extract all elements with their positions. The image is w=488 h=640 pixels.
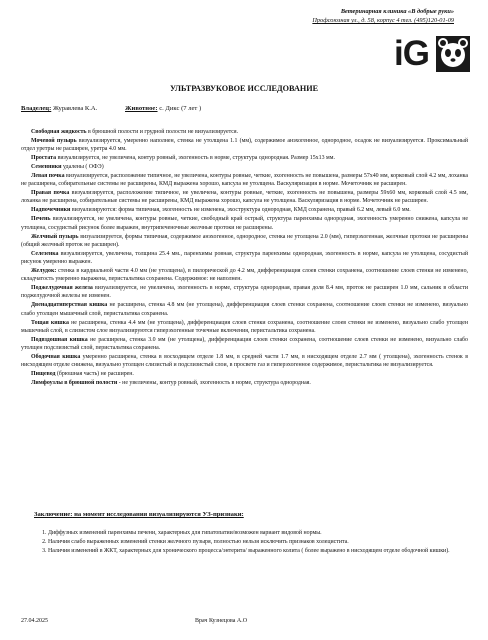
finding-term: Лимфоузлы в брюшной полости xyxy=(31,380,118,387)
finding-text: стенка в кардиальной части 4.0 мм (не утолщена), в пилорической до 4.2 мм, дифференциация слоев стенки сохранена, соотношение слоев стенки не изменено, складчатость умеренно выражена, перистальтика сохранена. Содержимое: не наполнен. xyxy=(21,267,468,283)
clinic-name: Ветеринарная клиника «В добрые руки» xyxy=(340,8,454,15)
finding-paragraph xyxy=(21,379,468,387)
finding-term: Пищевод xyxy=(31,371,56,378)
finding-text: не расширена, стенка 4.4 мм (не утолщена), дифференциация слоев стенки сохранена, соотношение слоев стенки не изменено, визуально слабо утолщен мышечный слой, в слизистом слое визуализируются гиперэхогенные точечные включения, перистальтика сохранена. xyxy=(21,319,468,334)
finding-term: Ободочная кишка xyxy=(31,354,81,361)
finding-term: Желчный пузырь xyxy=(31,233,79,240)
owner-value: Журавлева К.А. xyxy=(52,105,98,112)
owner-label: Владелец: xyxy=(21,105,52,112)
finding-paragraph xyxy=(21,319,468,336)
finding-text: визуализируется, увеличена, толщина 25.4 мм., паренхимы ровная, структура паренхимы однородная, эхогенность в норме, капсула не утолщена, сосудистый рисунок умеренно выражен. xyxy=(21,250,468,266)
finding-paragraph xyxy=(21,137,468,154)
finding-term: Правая почка xyxy=(31,190,70,197)
finding-paragraph xyxy=(21,336,468,353)
report-date: 27.04.2025 xyxy=(21,618,48,624)
conclusion-heading xyxy=(34,511,244,518)
animal-label: Животное: xyxy=(125,105,158,112)
finding-term: Свободная жидкость xyxy=(31,129,87,135)
finding-paragraph xyxy=(21,163,468,171)
finding-term: Тощая кишка xyxy=(31,319,69,326)
finding-text: визуализируется, формы типичная, содержимое анэхогенное, однородное, стенка не утолщена 2.0 (мм), гиперэхогенная, желчные протоки не расширены (общий желчный проток не расширен). xyxy=(21,233,468,248)
panda-icon xyxy=(436,36,470,72)
finding-term: Печень xyxy=(31,216,51,223)
finding-term: Мочевой пузырь xyxy=(31,137,77,144)
finding-paragraph xyxy=(21,267,468,284)
finding-paragraph xyxy=(21,233,468,250)
finding-paragraph xyxy=(21,353,468,370)
finding-paragraph xyxy=(21,172,468,189)
conclusion-label: Заключение: xyxy=(34,511,73,518)
conclusion-list xyxy=(34,529,478,555)
finding-paragraph xyxy=(21,215,468,232)
finding-term: Надпочечники xyxy=(31,207,71,214)
finding-text: визуализируется, расположение типичное, не увеличена, контуры ровные, четкие, эхогенность не повышена, размеры 59х60 мм, корковый слой 4.5 мм, лоханка не расширена, собирательные системы не расширены, КМД выражена хорошо, капсула не утолщена. Васкуляризация в норме. Мочеточник не расширен. xyxy=(21,190,468,205)
finding-paragraph xyxy=(21,370,468,378)
finding-text: визуализируется, не увеличена, контур ровный, эхогенность в норме, структура однородная. Размер 15х13 мм. xyxy=(56,155,335,162)
age-value: (7 лет ) xyxy=(181,105,202,112)
finding-paragraph xyxy=(21,301,468,318)
clinic-address: Профсоюзная ул., д. 58, корпус 4 тел. (495)120-01-09 xyxy=(312,17,454,24)
finding-paragraph xyxy=(21,250,468,267)
finding-text: визуализируются: форма типичная, эхогенность не изменена, эхоструктура однородная, КМД сохранена, правый 6.2 мм, левый 6.0 мм. xyxy=(70,207,411,214)
clinic-header xyxy=(312,7,454,25)
findings-section xyxy=(21,128,468,388)
finding-paragraph xyxy=(21,154,468,162)
conclusion-heading-text: на момент исследования визуализируются УЗ-признаки: xyxy=(72,511,244,518)
finding-term: Селезенка xyxy=(31,250,59,257)
report-title: УЛЬТРАЗВУКОВОЕ ИССЛЕДОВАНИЕ xyxy=(169,84,319,93)
finding-text: визуализируется, не увеличена, контуры ровные, четкие, свободный край острый, структура паренхимы однородная, эхогенность умеренно снижена, капсула не утолщена, сосудистый рисунок более выражен, внутрипеченочные желчные протоки не расширены. xyxy=(21,216,468,231)
finding-text: удалены ( ОФЭ) xyxy=(61,164,104,171)
finding-term: Левая почка xyxy=(31,172,65,179)
doctor-signature-line: Врач Кузнецова А.О xyxy=(195,618,248,624)
conclusion-item: 2. Наличия слабо выраженных изменений стенки желчного пузыря, полностью нельзя исключить признаков холецистита. xyxy=(48,538,478,546)
finding-term: Желудок: xyxy=(31,267,57,274)
finding-paragraph xyxy=(21,206,468,214)
finding-term: Двенадцатиперстная кишка xyxy=(31,302,108,309)
conclusion-item: 1. Диффузных изменений паренхимы печени, характерных для гипатопатии/возможен вариант видовой нормы. xyxy=(48,529,478,537)
finding-paragraph xyxy=(21,128,468,136)
finding-text: - не увеличены, контур ровный, эхогенность в норме, структура однородная. xyxy=(117,380,311,387)
finding-paragraph xyxy=(21,284,468,301)
finding-text: визуализируется, расположение типичное, не увеличена, контуры ровные, четкие, эхогенность не повышена, размеры 57х40 мм, корковый слой 4.2 мм, лоханка не расширена, собирательные системы не расширены, КМД выражена хорошо, капсула не утолщена. Васкуляризация в норме. Мочеточник не расширен. xyxy=(21,172,468,188)
finding-text: не расширена, стенка 3.0 мм (не утолщена), дифференциация слоев стенки сохранена, соотношение слоев стенки не изменено, визуально слабо утолщен подслизистый слой, перистальтика сохранена. xyxy=(21,336,468,352)
finding-paragraph xyxy=(21,189,468,206)
finding-term: Простата xyxy=(31,155,57,162)
finding-term: Поджелудочная железа xyxy=(31,285,93,292)
patient-info xyxy=(21,105,201,112)
finding-text: в брюшной полости и грудной полости не визуализируется. xyxy=(86,129,239,135)
logo-letters: iG xyxy=(394,34,429,73)
finding-term: Семенники xyxy=(31,164,62,171)
finding-text: визуализируется, не увеличена, эхогенность в норме, структура однородная, правая доля 8.4 мм, проток не расширен 1.0 мм, сальник в области поджелудочной железы не изменен. xyxy=(21,285,468,300)
finding-term: Подвздошная кишка xyxy=(31,336,88,343)
conclusion-item: 3. Наличия изменений в ЖКТ, характерных для хронического процесса/энтерита/ выраженного колита ( более выражено в нисходящем отделе ободочной кишки). xyxy=(48,547,478,555)
animal-value: с. Дикс xyxy=(159,105,180,112)
finding-text: умеренно расширена, стенка в восходящем отделе 1.8 мм, в средней части 1.7 мм, в нисходящем отделе 2.7 мм ( утолщена), эхогенность стенок в нисходящем отделе снижена, визуально утолщен слизистый и подслизистый слои, в просвете газ и гиперэхогенное содержимое, перистальтика не визуализируется. xyxy=(21,354,468,369)
finding-text: не расширена, стенка 4.8 мм (не утолщена), дифференциация слоев стенки сохранена, соотношение слоев стенки не изменено, визуально слабо утолщен мышечный слой, перистальтика сохранена. xyxy=(21,302,468,317)
clinic-logo xyxy=(394,34,470,74)
finding-text: (брюшная часть) не расширен. xyxy=(55,371,134,378)
finding-text: визуализируется, умеренно наполнен, стенка не утолщена 1.1 (мм), содержимое анэхогенное, однородное, осадок не визуализируется. Проксимальный отдел уретры не расширен, уретра 4.0 мм. xyxy=(21,137,468,153)
